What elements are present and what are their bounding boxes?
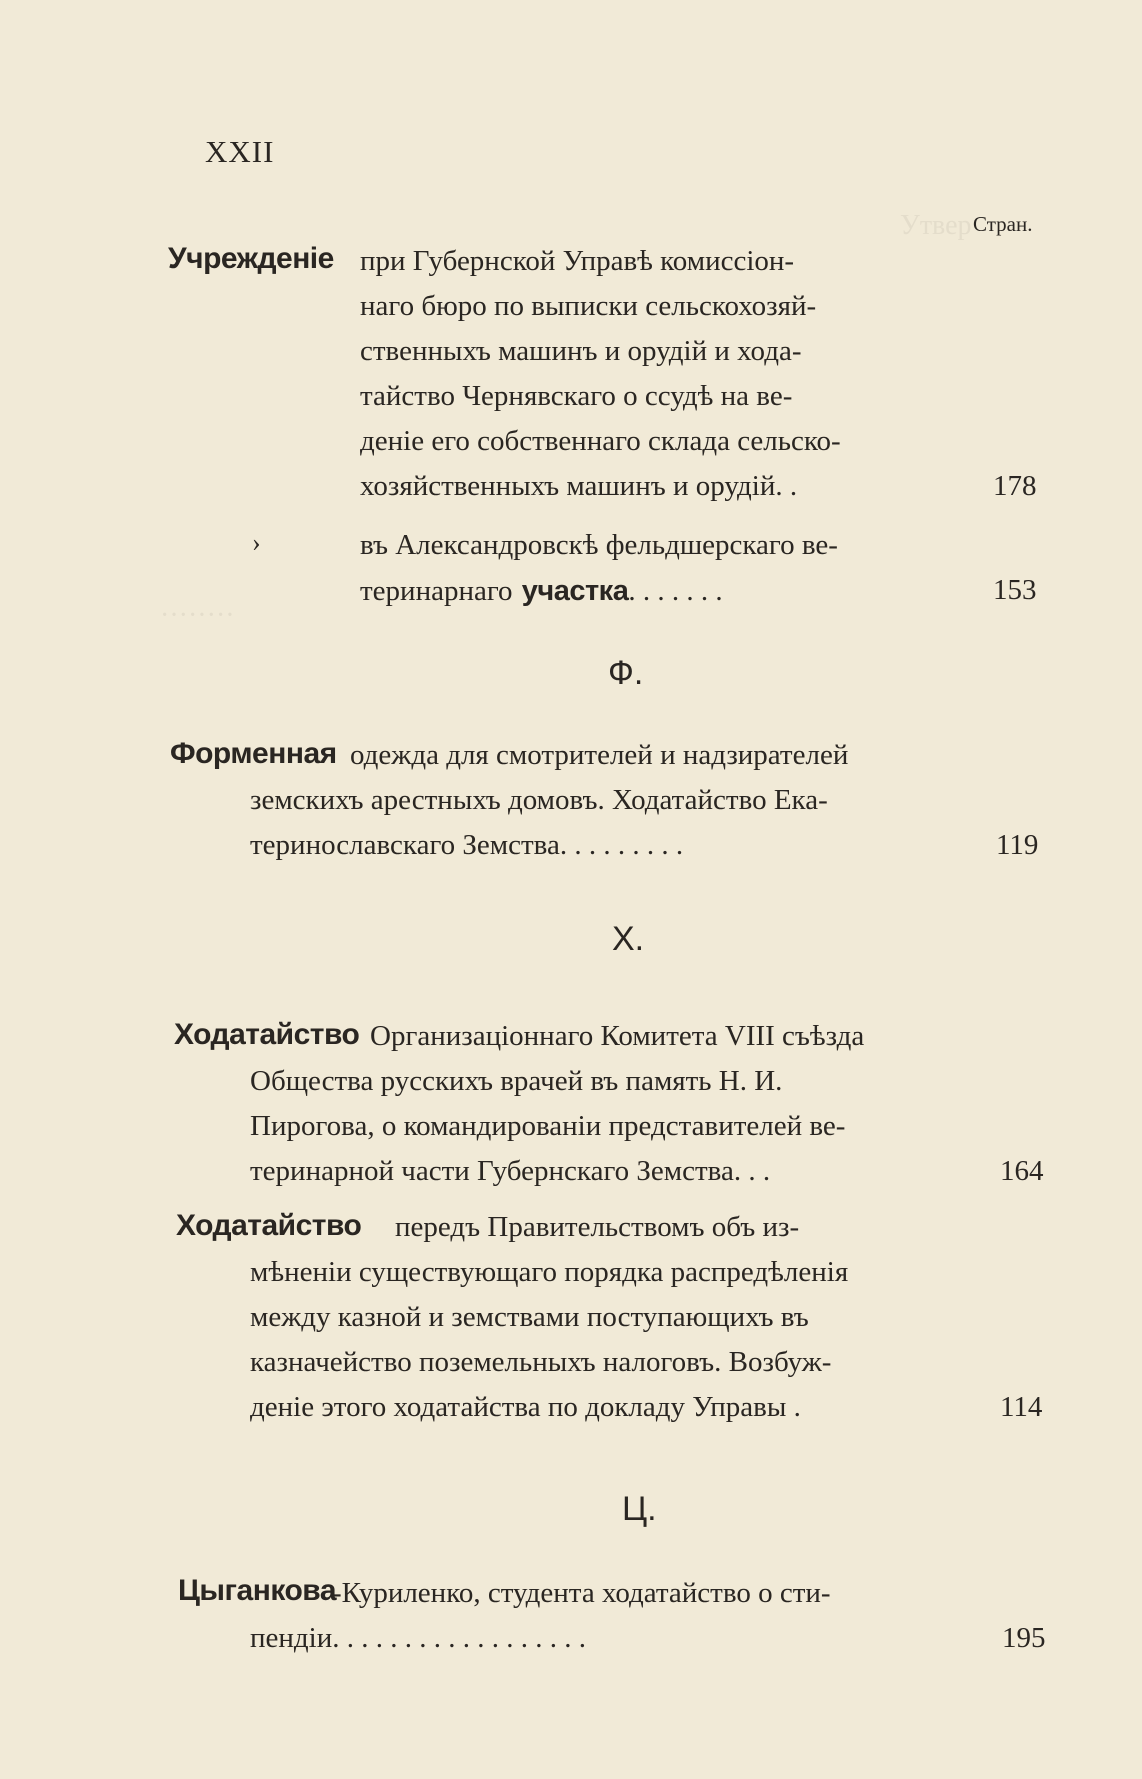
entry-heading: Цыганкова xyxy=(178,1574,337,1607)
section-letter: Ф. xyxy=(608,654,644,692)
page-reference: 119 xyxy=(996,829,1039,861)
entry-line: пендіи. . . . . . . . . . . . . . . . . . xyxy=(250,1622,586,1654)
entry-line: теринославскаго Земства. . . . . . . . . xyxy=(250,829,684,861)
leader-dots: . . . . . . . xyxy=(628,575,723,607)
entry-line: хозяйственныхъ машинъ и орудій. . xyxy=(360,470,798,502)
bleed-through-text: Утвер xyxy=(900,210,972,241)
entry-line: Пирогова, о командированіи представителей ве- xyxy=(250,1110,846,1142)
page-reference: 164 xyxy=(1000,1155,1044,1187)
page-number: XXII xyxy=(205,134,275,169)
entry-line: теринарной части Губернскаго Земства. . . xyxy=(250,1155,771,1187)
bleed-through-text: ········ xyxy=(160,600,235,631)
entry-line: мѣненіи существующаго порядка распредѣленія xyxy=(250,1256,849,1288)
page-column-label: Стран. xyxy=(973,212,1033,236)
entry-heading: Форменная xyxy=(170,737,337,770)
page-reference: 114 xyxy=(1000,1391,1043,1423)
entry-line: между казной и земствами поступающихъ въ xyxy=(250,1301,809,1333)
entry-heading: Ходатайство xyxy=(174,1018,360,1051)
entry-line: Организаціоннаго Комитета VIII съѣзда xyxy=(370,1020,865,1052)
entry-line-text: теринарнаго xyxy=(360,575,513,607)
entry-line: наго бюро по выписки сельскохозяй- xyxy=(360,290,817,322)
page-reference: 153 xyxy=(993,574,1037,606)
entry-line: тайство Чернявскаго о ссудѣ на ве- xyxy=(360,380,793,412)
entry-line: деніе его собственнаго склада сельско- xyxy=(360,425,841,457)
entry-heading: Ходатайство xyxy=(176,1209,362,1242)
entry-heading: Учрежденіе xyxy=(168,242,334,275)
entry-line: при Губернской Управѣ комиссіон- xyxy=(360,245,795,277)
entry-line: казначейство поземельныхъ налоговъ. Возбуж- xyxy=(250,1346,832,1378)
entry-line: передъ Правительствомъ объ из- xyxy=(395,1211,800,1243)
entry-line: одежда для смотрителей и надзирателей xyxy=(350,739,849,771)
entry-line: въ Александровскѣ фельдшерскаго ве- xyxy=(360,529,838,561)
entry-line: деніе этого ходатайства по докладу Управы . xyxy=(250,1391,801,1423)
section-letter: Х. xyxy=(612,920,645,958)
entry-bold-word: участка xyxy=(521,575,629,607)
entry-line: Общества русскихъ врачей въ память Н. И. xyxy=(250,1065,783,1097)
page-reference: 178 xyxy=(993,470,1037,502)
section-letter: Ц. xyxy=(622,1490,657,1528)
entry-line: ственныхъ машинъ и орудій и хода- xyxy=(360,335,802,367)
entry-line: земскихъ арестныхъ домовъ. Ходатайство Ека- xyxy=(250,784,828,816)
page-reference: 195 xyxy=(1002,1622,1046,1654)
entry-line-with-bold xyxy=(360,568,723,614)
ditto-mark: › xyxy=(252,528,261,557)
entry-line: -Куриленко, студента ходатайство о сти- xyxy=(332,1577,831,1609)
